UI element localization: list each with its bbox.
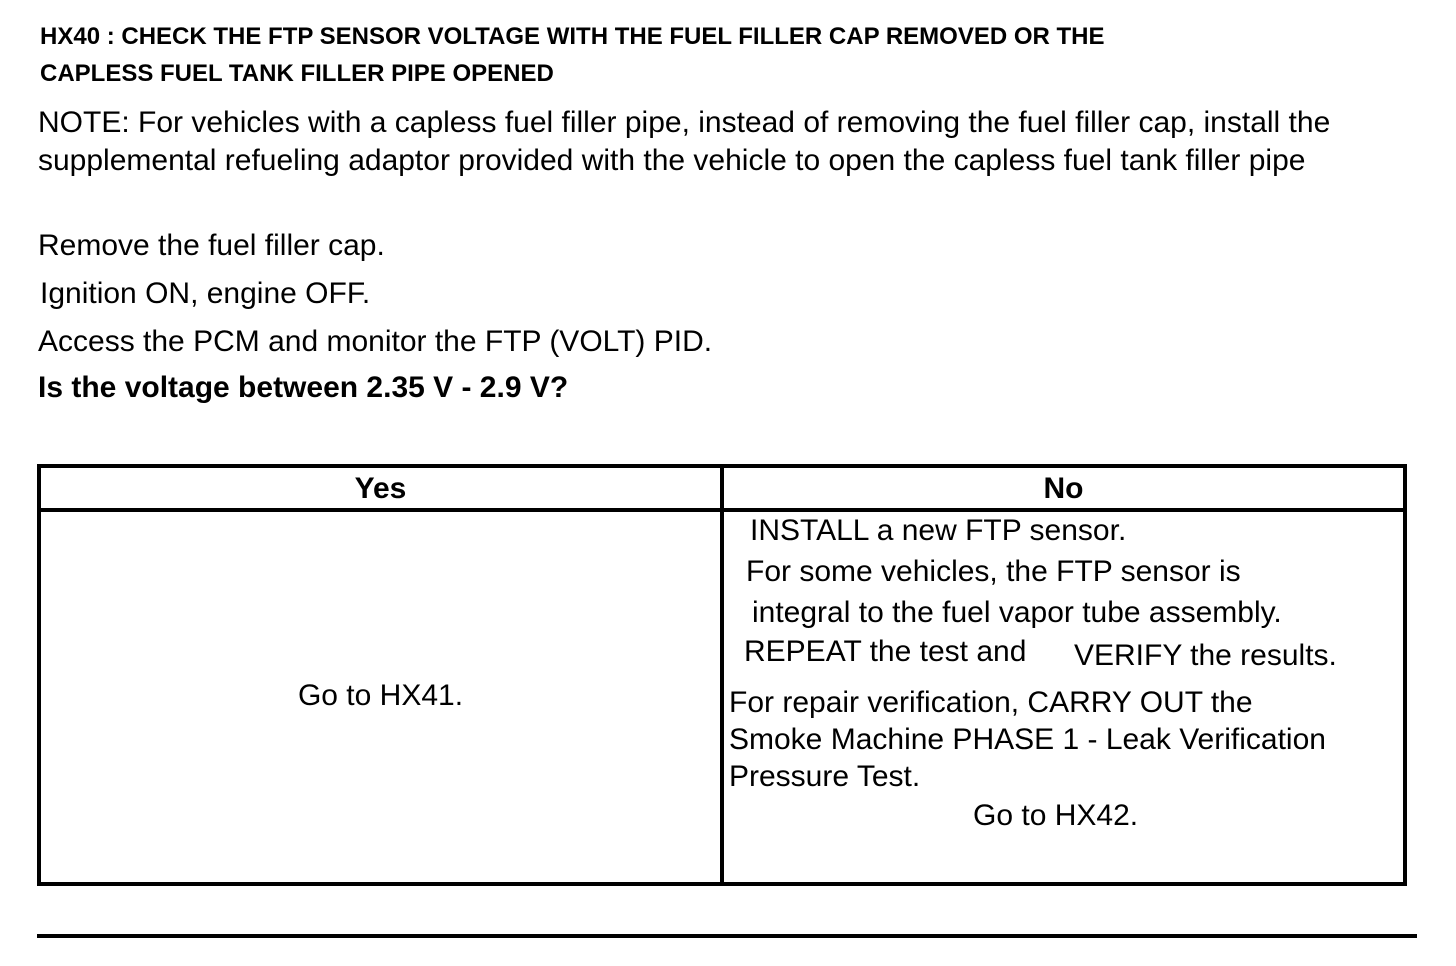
header-yes: Yes [354,472,407,505]
step-heading [40,18,1340,92]
header-divider [41,508,1403,512]
bottom-rule [37,934,1417,938]
step-heading-line-2: CAPLESS FUEL TANK FILLER PIPE OPENED [40,60,554,87]
no-cell-repeat: REPEAT the test and [744,635,1027,668]
no-cell-install: INSTALL a new FTP sensor. [750,514,1127,547]
instruction-remove-cap: Remove the fuel filler cap. [38,229,385,262]
column-divider [720,468,724,882]
result-table [37,464,1407,886]
no-cell-vehicles: For some vehicles, the FTP sensor is [746,555,1241,588]
no-cell-verify: VERIFY the results. [1074,639,1337,672]
no-cell-repair-verification: For repair verification, CARRY OUT the [729,686,1253,719]
step-heading-line-1: HX40 : CHECK THE FTP SENSOR VOLTAGE WITH THE FUEL FILLER CAP REMOVED OR THE [40,23,1105,50]
header-no: No [1043,472,1084,505]
yes-cell-text: Go to HX41. [297,679,464,712]
instruction-monitor-pid: Access the PCM and monitor the FTP (VOLT) PID. [38,325,713,358]
no-cell-smoke-machine: Smoke Machine PHASE 1 - Leak Verification [729,723,1326,756]
no-cell-integral: integral to the fuel vapor tube assembly. [752,596,1282,629]
no-cell-goto: Go to HX42. [973,799,1139,832]
no-cell-pressure-test: Pressure Test. [729,760,921,793]
instruction-ignition: Ignition ON, engine OFF. [40,277,371,310]
test-question: Is the voltage between 2.35 V - 2.9 V? [38,371,569,404]
note-paragraph: NOTE: For vehicles with a capless fuel filler pipe, instead of removing the fuel filler cap, install the supplemental refueling adaptor provided with the vehicle to open the capless fuel tank filler pipe [38,106,1331,177]
